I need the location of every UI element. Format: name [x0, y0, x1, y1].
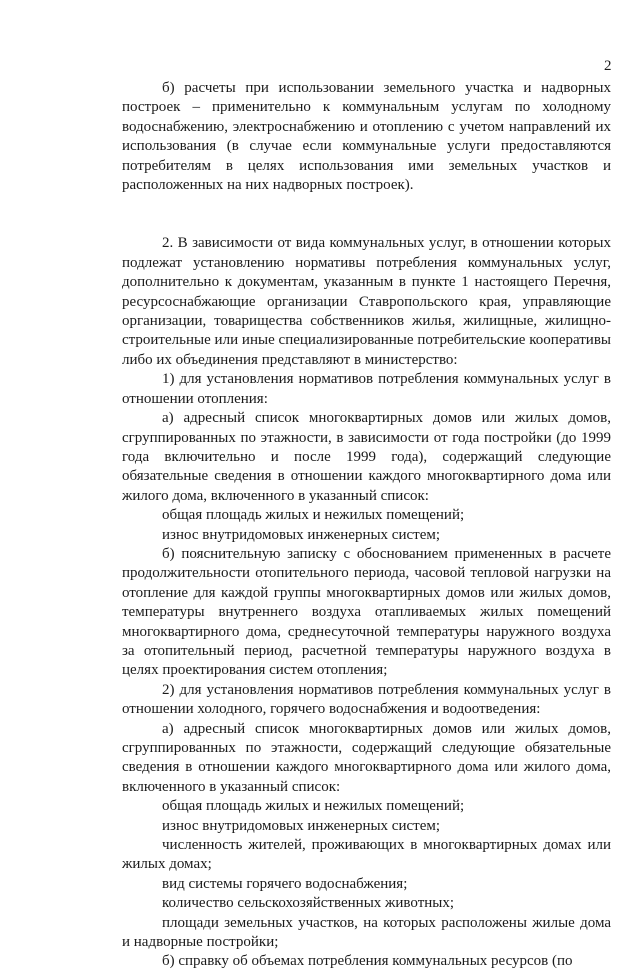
- list-item-wear: износ внутридомовых инженерных систем;: [162, 526, 441, 543]
- list-item-hot-water-system: вид системы горячего водоснабжения;: [162, 875, 408, 892]
- paragraph-2-intro: 2. В зависимости от вида коммунальных услуг, в отношении которых подлежат установлению нормативы потребления коммунальных услуг, дополнительно к документам, указанным в пункте 1 настоящего Перечня, ресурсоснабжающие организации Ставропольского края, управляющие организации, товарищества собственников жилья, жилищные, жилищно-строительные или иные специализированные потребительские кооперативы либо их объединения представляют в министерство:: [122, 235, 611, 368]
- paragraph-gap: [122, 195, 611, 234]
- paragraph-water-b: б) справку об объемах потребления коммунальных ресурсов (по: [162, 953, 573, 970]
- paragraph-heating-b: б) пояснительную записку с обоснованием примененных в расчете продолжительности отопительного периода, часовой тепловой нагрузки на отопление для каждой группы многоквартирных домов или жилых домов, температуры внутреннего воздуха отапливаемых жилых помещений многоквартирного дома, среднесуточной температуры наружного воздуха за отопительный период, расчетной температуры наружного воздуха в целях проектирования систем отопления;: [122, 545, 611, 679]
- document-body: [122, 79, 611, 972]
- list-item-land-area: площади земельных участков, на которых расположены жилые дома и надворные постройки;: [122, 914, 611, 951]
- list-item-livestock: количество сельскохозяйственных животных;: [162, 895, 455, 912]
- paragraph-heating-heading: 1) для установления нормативов потребления коммунальных услуг в отношении отопления:: [122, 371, 611, 407]
- page-number: 2: [604, 58, 612, 74]
- list-item-total-area: общая площадь жилых и нежилых помещений;: [162, 798, 465, 815]
- list-item-wear: износ внутридомовых инженерных систем;: [162, 817, 441, 834]
- list-item-total-area: общая площадь жилых и нежилых помещений;: [162, 507, 465, 524]
- list-item-residents: численность жителей, проживающих в многоквартирных домах или жилых домах;: [122, 837, 611, 873]
- paragraph-water-heading: 2) для установления нормативов потребления коммунальных услуг в отношении холодного, горячего водоснабжения и водоотведения:: [122, 681, 611, 718]
- paragraph-1b-calculations: б) расчеты при использовании земельного участка и надворных построек – применительно к коммунальным услугам по холодному водоснабжению, электроснабжению и отоплению с учетом направлений их использования (в случае если коммунальные услуги предоставляются потребителям в целях использования ими земельных участков и расположенных на них надворных построек).: [122, 80, 611, 194]
- paragraph-water-a: а) адресный список многоквартирных домов или жилых домов, сгруппированных по этажности, содержащий следующие обязательные сведения в отношении каждого многоквартирного дома или жилого дома, включенного в указанный список:: [122, 720, 611, 795]
- paragraph-heating-a: а) адресный список многоквартирных домов или жилых домов, сгруппированных по этажности, в зависимости от года постройки (до 1999 года включительно и после 1999 года), содержащий следующие обязательные сведения в отношении каждого многоквартирного дома или жилого дома, включенного в указанный список:: [122, 410, 611, 504]
